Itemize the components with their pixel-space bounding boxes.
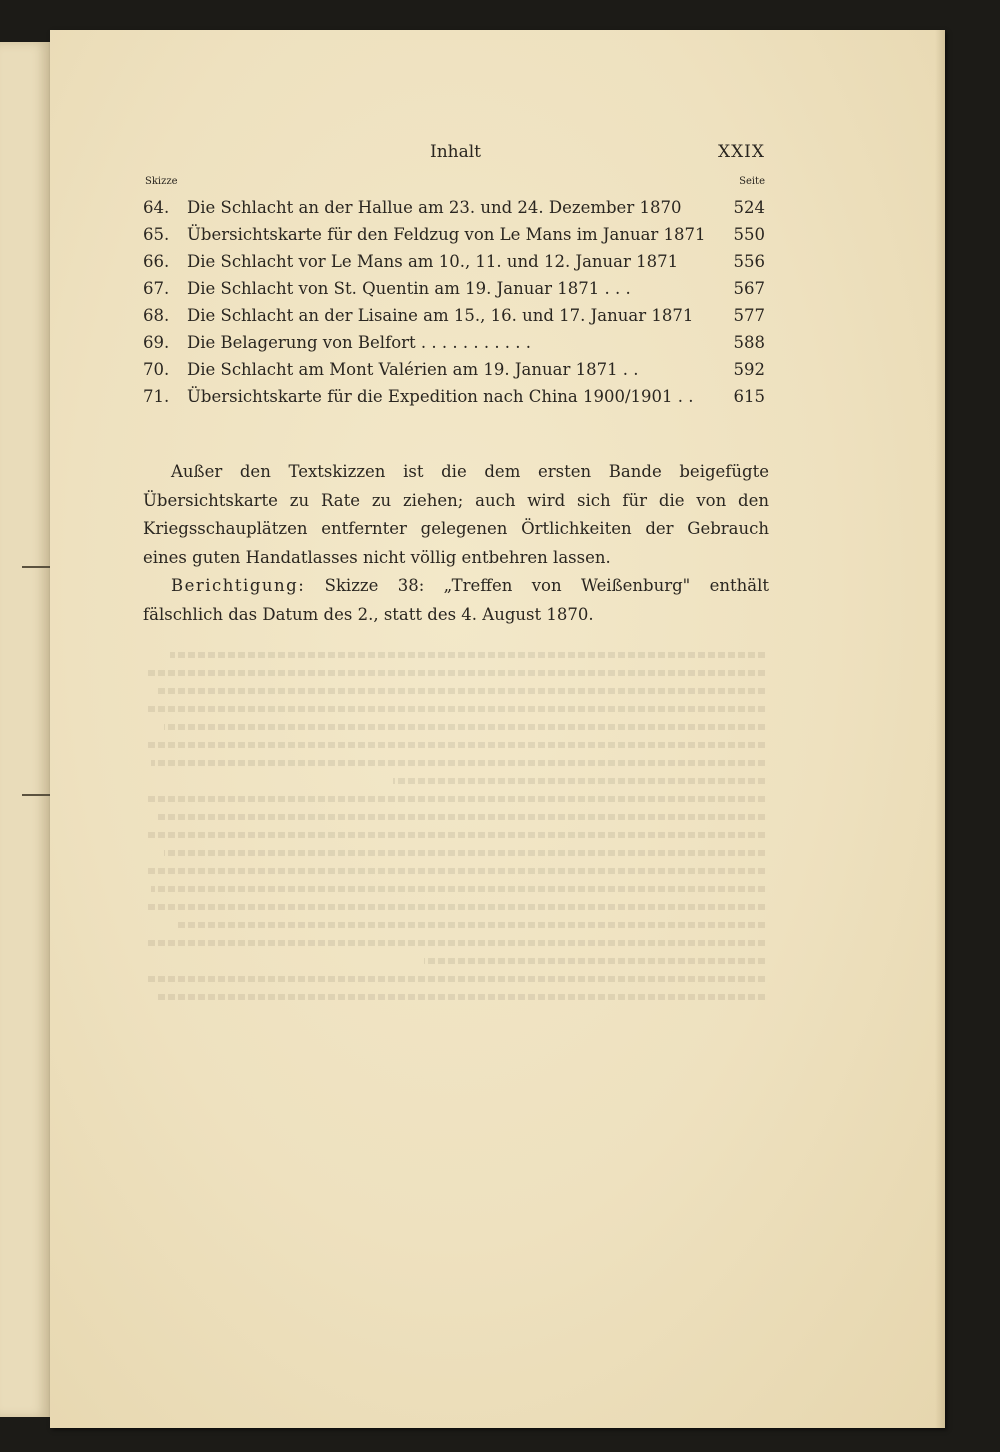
toc-row bbox=[143, 275, 765, 302]
toc-title: Die Schlacht an der Hallue am 23. und 24. Dezember 1870 bbox=[187, 198, 682, 217]
toc-number: 66. bbox=[143, 252, 170, 271]
show-through-line bbox=[164, 724, 765, 730]
show-through-line bbox=[145, 670, 765, 676]
toc-number: 69. bbox=[143, 333, 170, 352]
show-through-line bbox=[145, 742, 765, 748]
table-of-contents bbox=[143, 194, 765, 410]
show-through-line bbox=[145, 904, 765, 910]
show-through-line bbox=[393, 778, 765, 784]
toc-title: Die Belagerung von Belfort . . . . . . . . . . . bbox=[187, 333, 532, 352]
correction-paragraph bbox=[143, 572, 769, 629]
toc-title: Die Schlacht an der Lisaine am 15., 16. und 17. Januar 1871 bbox=[187, 306, 694, 325]
book-page bbox=[50, 30, 945, 1428]
toc-number: 64. bbox=[143, 198, 170, 217]
facing-page-edge bbox=[0, 42, 51, 1417]
show-through-line bbox=[157, 688, 765, 694]
toc-title: Übersichtskarte für die Expedition nach China 1900/1901 . . bbox=[187, 387, 694, 406]
toc-row bbox=[143, 221, 765, 248]
show-through-line bbox=[145, 976, 765, 982]
running-header bbox=[145, 142, 765, 172]
notes-section bbox=[143, 458, 769, 629]
toc-page: 592 bbox=[733, 360, 765, 379]
column-labels bbox=[145, 176, 765, 194]
toc-number: 67. bbox=[143, 279, 170, 298]
show-through-line bbox=[145, 940, 765, 946]
toc-page: 567 bbox=[733, 279, 765, 298]
toc-page: 615 bbox=[733, 387, 765, 406]
toc-row bbox=[143, 356, 765, 383]
column-label-skizze: Skizze bbox=[145, 176, 178, 187]
toc-row bbox=[143, 248, 765, 275]
toc-page: 588 bbox=[733, 333, 765, 352]
show-through-line bbox=[164, 850, 765, 856]
toc-number: 68. bbox=[143, 306, 170, 325]
show-through-line bbox=[176, 922, 765, 928]
toc-page: 550 bbox=[733, 225, 765, 244]
show-through-line bbox=[145, 832, 765, 838]
show-through-line bbox=[145, 796, 765, 802]
toc-page: 524 bbox=[733, 198, 765, 217]
page-shadow bbox=[935, 30, 945, 1428]
toc-title: Die Schlacht von St. Quentin am 19. Januar 1871 . . . bbox=[187, 279, 631, 298]
show-through-line bbox=[151, 760, 765, 766]
show-through-line bbox=[145, 706, 765, 712]
column-label-seite: Seite bbox=[739, 176, 765, 187]
note-paragraph: Außer den Textskizzen ist die dem ersten Bande beigefügte Übersichtskarte zu Rate zu ziehen; auch wird sich für die von den Kriegsschauplätzen entfernter gelegenen Örtlichkeiten der Gebrauch eines guten Handatlasses nicht völlig entbehren lassen. bbox=[143, 462, 769, 567]
show-through-line bbox=[157, 994, 765, 1000]
page-number: XXIX bbox=[717, 142, 765, 162]
toc-number: 70. bbox=[143, 360, 170, 379]
header-title: Inhalt bbox=[430, 142, 482, 162]
correction-label: Berichtigung: bbox=[171, 576, 306, 595]
toc-row bbox=[143, 302, 765, 329]
page-mark bbox=[22, 794, 50, 796]
toc-number: 65. bbox=[143, 225, 170, 244]
toc-row bbox=[143, 383, 765, 410]
toc-page: 556 bbox=[733, 252, 765, 271]
correction-text: Skizze 38: „Treffen von Weißenburg" enthält fälschlich das Datum des 2., statt des 4. August 1870. bbox=[143, 576, 769, 624]
show-through-line bbox=[424, 958, 765, 964]
show-through-line bbox=[145, 868, 765, 874]
show-through-line bbox=[157, 814, 765, 820]
toc-page: 577 bbox=[733, 306, 765, 325]
toc-row bbox=[143, 194, 765, 221]
show-through-texture bbox=[145, 640, 765, 1200]
toc-title: Die Schlacht am Mont Valérien am 19. Januar 1871 . . bbox=[187, 360, 639, 379]
show-through-line bbox=[151, 886, 765, 892]
page-mark bbox=[22, 566, 50, 568]
toc-title: Die Schlacht vor Le Mans am 10., 11. und 12. Januar 1871 bbox=[187, 252, 679, 271]
show-through-line bbox=[170, 652, 765, 658]
toc-row bbox=[143, 329, 765, 356]
toc-number: 71. bbox=[143, 387, 170, 406]
toc-title: Übersichtskarte für den Feldzug von Le Mans im Januar 1871 bbox=[187, 225, 706, 244]
